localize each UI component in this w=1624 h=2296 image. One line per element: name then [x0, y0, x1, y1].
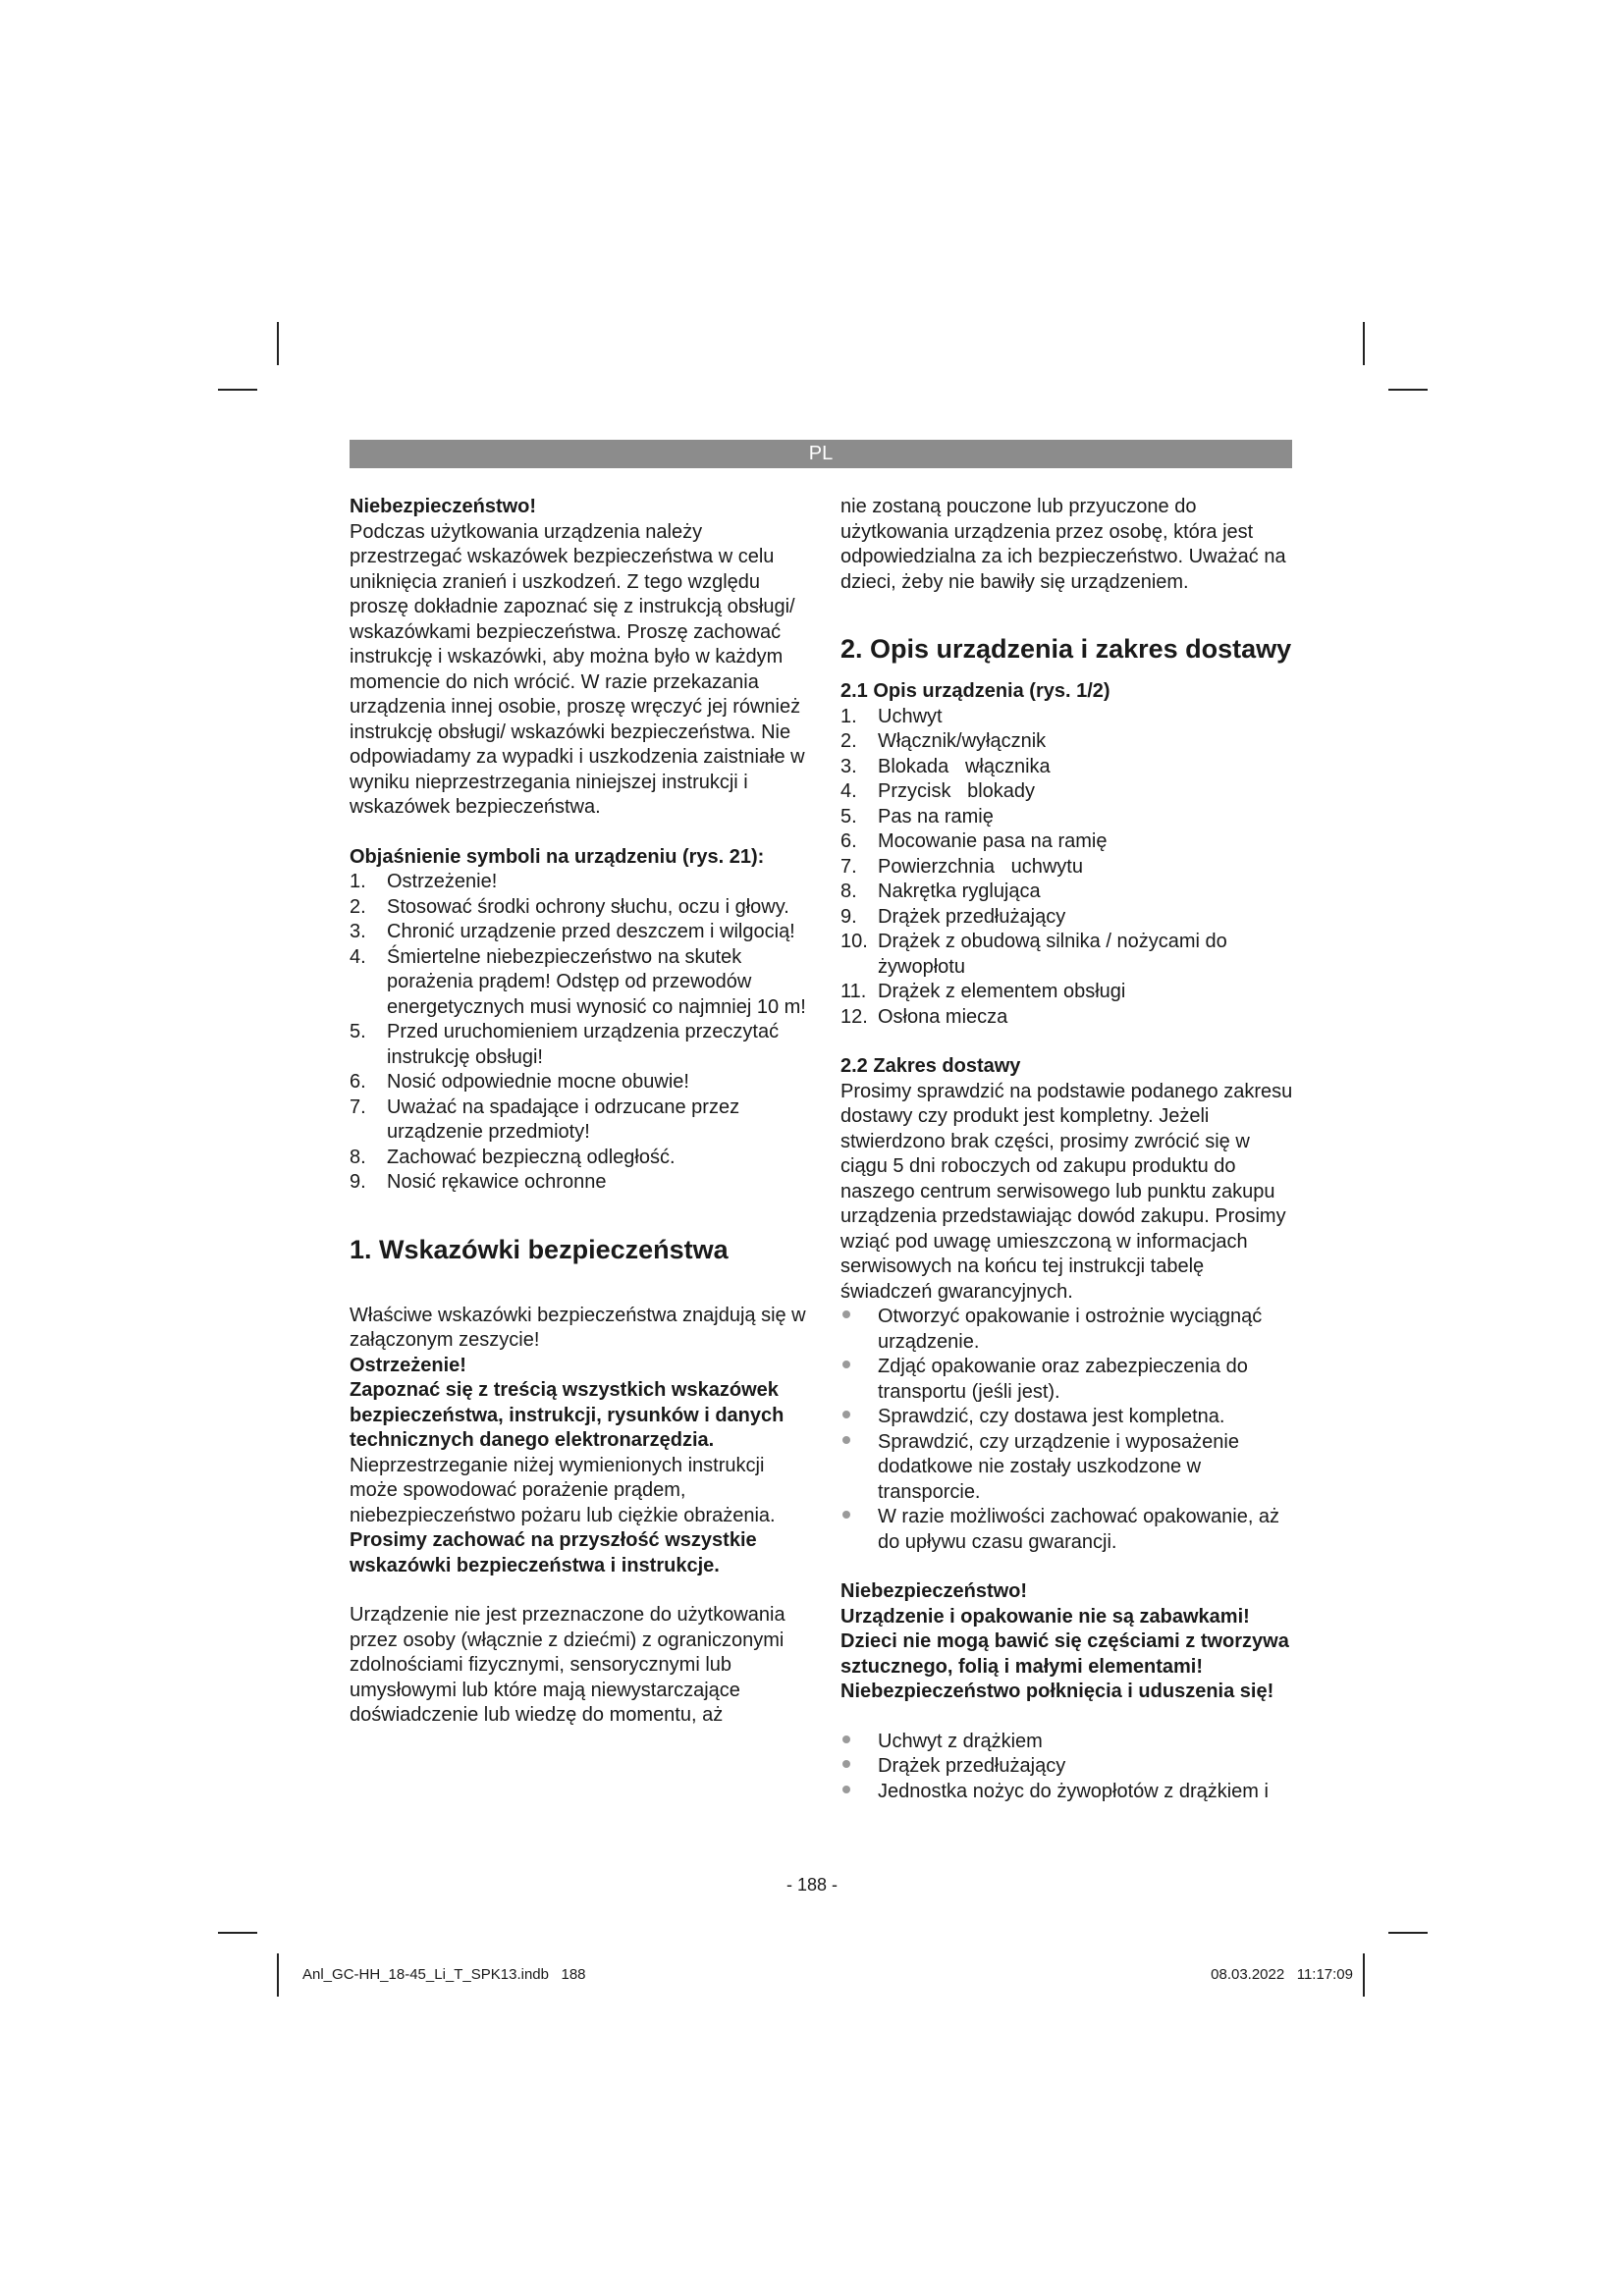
list-item [350, 870, 807, 895]
list-item-number: 1. [840, 705, 857, 727]
list-item-number: 7. [350, 1095, 366, 1118]
list-item-text: Nosić odpowiednie mocne obuwie! [387, 1071, 689, 1093]
keep-instructions-note: Prosimy zachować na przyszłość wszystkie wskazówki bezpieczeństwa i instrukcje. [350, 1529, 757, 1576]
symbols-list [350, 870, 807, 1196]
list-item-number: 3. [350, 921, 366, 942]
crop-mark [277, 322, 279, 365]
warning-paragraph [350, 1378, 807, 1528]
list-item-text: Drążek przedłużający [878, 905, 1066, 928]
list-item-text: Uchwyt [878, 705, 943, 727]
list-item [350, 895, 807, 921]
list-item-text: Pas na ramię [878, 805, 994, 828]
list-item [840, 755, 1298, 780]
list-item [350, 1070, 807, 1095]
list-item-number: 8. [350, 1146, 366, 1168]
continuation-paragraph: nie zostaną pouczone lub przyuczone do użytkowania urządzenia przez osobę, która jest odpowiedzialna za ich bezpieczeństwo. Uważać na dzieci, żeby nie bawiły się urządzeniem. [840, 496, 1286, 593]
list-item [840, 980, 1298, 1005]
language-label: PL [808, 443, 834, 464]
danger-text: Podczas użytkowania urządzenia należy przestrzegać wskazówek bezpieczeństwa w celu uniknięcia zranień i uszkodzeń. Z tego względu proszę dokładnie zapoznać się z instrukcją obsługi/ wskazówkami bezpieczeństwa. Proszę zachować instrukcję i wskazówki, aby można było w każdym momencie do nich wrócić. W razie przekazania urządzenia innej osobie, proszę wręczyć jej również instrukcję obsługi/ wskazówki bezpieczeństwa. Nie odpowiadamy za wypadki i uszkodzenia zaistniałe w wyniku nieprzestrzegania niniejszej instrukcji i wskazówek bezpieczeństwa. [350, 520, 805, 818]
list-item-text: Osłona miecza [878, 1005, 1008, 1028]
list-item [350, 1020, 807, 1070]
crop-mark [1363, 322, 1365, 365]
list-item-text: Śmiertelne niebezpieczeństwo na skutek porażenia prądem! Odstęp od przewodów energetycznych musi wynosić co najmniej 10 m! [387, 945, 806, 1018]
list-item-text: Drążek z elementem obsługi [878, 981, 1126, 1002]
list-item-text: Chronić urządzenie przed deszczem i wilgocią! [387, 921, 795, 942]
crop-mark [218, 1932, 257, 1934]
footer-datetime: 08.03.2022 11:17:09 [1211, 1966, 1353, 1983]
subsection-2-2-title: 2.2 Zakres dostawy [840, 1055, 1021, 1077]
delivery-bullets [840, 1305, 1298, 1555]
warning-bold-text: Zapoznać się z treścią wszystkich wskazówek bezpieczeństwa, instrukcji, rysunków i danych technicznych danego elektronarzędzia. [350, 1379, 785, 1451]
contents-bullets [840, 1730, 1298, 1805]
list-item-number: 4. [840, 780, 857, 802]
subsection-2-1-title: 2.1 Opis urządzenia (rys. 1/2) [840, 680, 1110, 702]
usage-paragraph: Urządzenie nie jest przeznaczone do użytkowania przez osoby (włącznie z dziećmi) z ograniczonymi zdolnościami fizycznymi, sensorycznymi lub umysłowymi lub które mają niewystarczające doświadczenie lub wiedzę do momentu, aż [350, 1604, 785, 1726]
crop-mark [1363, 1953, 1365, 1997]
list-item-text: Blokada włącznika [878, 755, 1051, 777]
section-1-heading: 1. Wskazówki bezpieczeństwa [350, 1234, 729, 1264]
list-item-number: 2. [350, 895, 366, 918]
list-item-text: Stosować środki ochrony słuchu, oczu i głowy. [387, 895, 789, 918]
list-item-number: 10. [840, 931, 868, 952]
list-item [840, 705, 1298, 730]
list-item-text: Ostrzeżenie! [387, 871, 498, 892]
language-header-bar [350, 440, 1292, 468]
crop-mark [1388, 389, 1428, 391]
list-item-number: 6. [840, 830, 857, 852]
list-item-text: Przycisk blokady [878, 780, 1036, 802]
list-item [840, 855, 1298, 881]
list-item [840, 779, 1298, 805]
list-item-number: 9. [840, 905, 857, 928]
parts-list [840, 705, 1298, 1031]
list-item [840, 905, 1298, 931]
list-item [350, 1146, 807, 1171]
list-item [350, 920, 807, 945]
symbols-title: Objaśnienie symboli na urządzeniu (rys. 21): [350, 845, 765, 868]
list-item [840, 729, 1298, 755]
danger-text-right: Urządzenie i opakowanie nie są zabawkami! Dzieci nie mogą bawić się częściami z tworzywa sztucznego, folią i małymi elementami! Niebezpieczeństwo połknięcia i uduszenia się! [840, 1605, 1289, 1702]
bullet-item: Otworzyć opakowanie i ostrożnie wyciągnąć urządzenie. [840, 1305, 1298, 1355]
page-number: - 188 - [785, 1875, 839, 1895]
bullet-item: W razie możliwości zachować opakowanie, aż do upływu czasu gwarancji. [840, 1505, 1298, 1555]
list-item-number: 5. [350, 1021, 366, 1042]
list-item [840, 1005, 1298, 1031]
list-item-number: 9. [350, 1171, 366, 1193]
list-item-text: Nosić rękawice ochronne [387, 1171, 607, 1193]
list-item-number: 4. [350, 945, 366, 968]
footer-file-name: Anl_GC-HH_18-45_Li_T_SPK13.indb 188 [302, 1966, 586, 1983]
crop-mark [277, 1953, 279, 1997]
list-item [350, 945, 807, 1021]
list-item-number: 2. [840, 730, 857, 752]
list-item-text: Zachować bezpieczną odległość. [387, 1146, 676, 1168]
bullet-item: Zdjąć opakowanie oraz zabezpieczenia do transportu (jeśli jest). [840, 1355, 1298, 1405]
list-item-number: 1. [350, 871, 366, 892]
section-1-intro: Właściwe wskazówki bezpieczeństwa znajdują się w załączonym zeszycie! [350, 1304, 806, 1351]
list-item-text: Przed uruchomieniem urządzenia przeczytać instrukcję obsługi! [387, 1021, 785, 1068]
list-item-number: 11. [840, 981, 867, 1002]
bullet-item: Drążek przedłużający [840, 1754, 1298, 1780]
crop-mark [1388, 1932, 1428, 1934]
list-item-number: 6. [350, 1071, 366, 1093]
list-item-number: 7. [840, 855, 857, 878]
warning-rest-text: Nieprzestrzeganie niżej wymienionych instrukcji może spowodować porażenie prądem, niebezpieczeństwo pożaru lub ciężkie obrażenia. [350, 1454, 776, 1526]
list-item-text: Mocowanie pasa na ramię [878, 830, 1108, 852]
list-item-text: Nakrętka ryglująca [878, 881, 1041, 902]
list-item [840, 880, 1298, 905]
delivery-paragraph: Prosimy sprawdzić na podstawie podanego zakresu dostawy czy produkt jest kompletny. Jeżeli stwierdzono brak części, prosimy zwrócić się w ciągu 5 dni roboczych od zakupu produktu do naszego centrum serwisowego lub punktu zakupu urządzenia przedstawiając dowód zakupu. Prosimy wziąć pod uwagę umieszczoną w informacjach serwisowych na końcu tej instrukcji tabelę świadczeń gwarancyjnych. [840, 1080, 1293, 1303]
right-column [840, 495, 1298, 1804]
list-item-text: Włącznik/wyłącznik [878, 730, 1047, 752]
list-item-number: 5. [840, 805, 857, 828]
list-item-text: Drążek z obudową silnika / nożycami do żywopłotu [878, 931, 1233, 978]
list-item-text: Powierzchnia uchwytu [878, 855, 1083, 878]
list-item [840, 829, 1298, 855]
left-column [350, 495, 807, 1729]
list-item [350, 1170, 807, 1196]
list-item [840, 930, 1298, 980]
list-item-number: 12. [840, 1005, 868, 1028]
danger-title-right: Niebezpieczeństwo! [840, 1580, 1028, 1602]
list-item-number: 8. [840, 881, 857, 902]
section-2-heading: 2. Opis urządzenia i zakres dostawy [840, 634, 1292, 664]
bullet-item: Uchwyt z drążkiem [840, 1730, 1298, 1755]
list-item [840, 805, 1298, 830]
crop-mark [218, 389, 257, 391]
bullet-item: Sprawdzić, czy urządzenie i wyposażenie dodatkowe nie zostały uszkodzone w transporcie. [840, 1430, 1298, 1506]
bullet-item: Jednostka nożyc do żywopłotów z drążkiem i [840, 1780, 1298, 1805]
bullet-item: Sprawdzić, czy dostawa jest kompletna. [840, 1405, 1298, 1430]
danger-title: Niebezpieczeństwo! [350, 496, 537, 517]
list-item-text: Uważać na spadające i odrzucane przez urządzenie przedmioty! [387, 1095, 745, 1143]
list-item [350, 1095, 807, 1146]
list-item-number: 3. [840, 755, 857, 777]
warning-label: Ostrzeżenie! [350, 1354, 466, 1376]
